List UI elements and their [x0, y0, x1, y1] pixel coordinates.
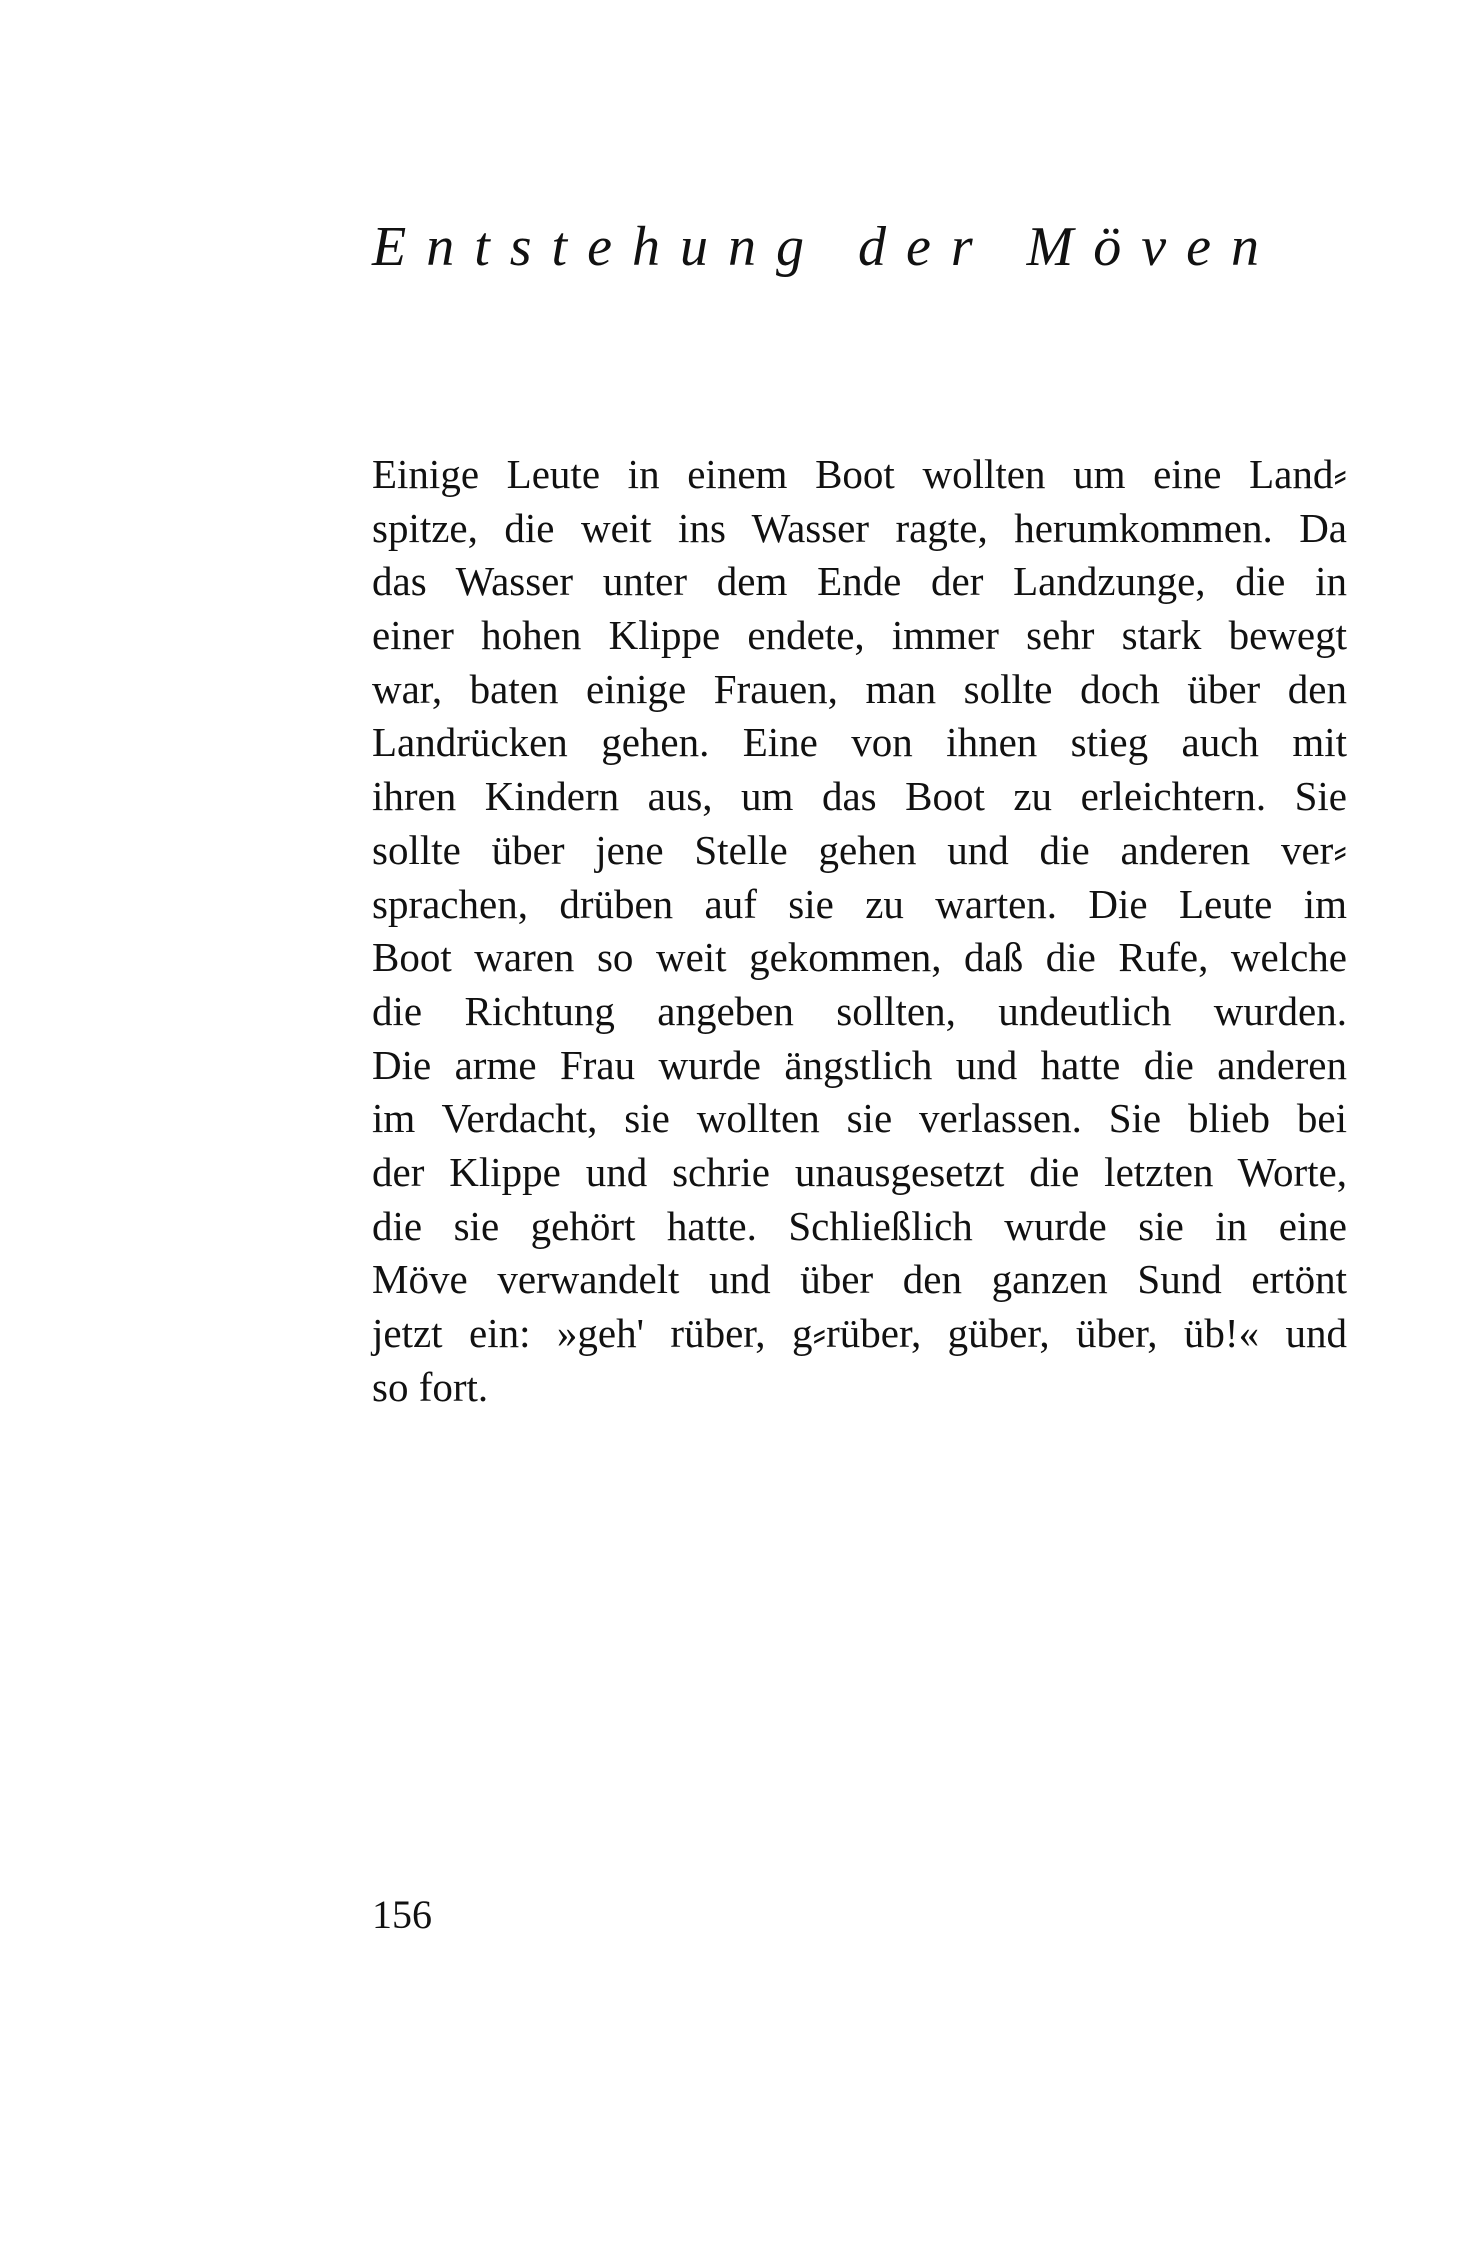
body-line: die sie gehört hatte. Schließlich wurde sie in eine: [372, 1202, 1347, 1249]
body-line: im Verdacht, sie wollten sie verlassen. Sie blieb bei: [372, 1095, 1347, 1142]
body-line: das Wasser unter dem Ende der Landzunge, die in: [372, 558, 1347, 605]
page-number: 156: [372, 1892, 432, 1937]
body-line: Landrücken gehen. Eine von ihnen stieg auch mit: [372, 719, 1347, 766]
body-line: so fort.: [372, 1363, 489, 1410]
body-line: einer hohen Klippe endete, immer sehr stark bewegt: [372, 612, 1347, 659]
body-line: Die arme Frau wurde ängstlich und hatte die anderen: [372, 1041, 1347, 1088]
body-line: ihren Kindern aus, um das Boot zu erleichtern. Sie: [372, 773, 1347, 820]
body-line: sollte über jene Stelle gehen und die anderen ver⸗: [372, 826, 1347, 873]
body-line: spitze, die weit ins Wasser ragte, herumkommen. Da: [372, 504, 1347, 551]
body-line: war, baten einige Frauen, man sollte doch über den: [372, 665, 1347, 712]
body-line: Boot waren so weit gekommen, daß die Rufe, welche: [372, 934, 1347, 981]
body-line: der Klippe und schrie unausgesetzt die letzten Worte,: [372, 1148, 1347, 1195]
body-text: [372, 448, 1347, 1414]
body-line: die Richtung angeben sollten, undeutlich wurden.: [372, 987, 1347, 1034]
body-line: sprachen, drüben auf sie zu warten. Die Leute im: [372, 880, 1347, 927]
body-line: Einige Leute in einem Boot wollten um eine Land⸗: [372, 451, 1347, 497]
chapter-title: Entstehung der Möven: [372, 216, 1279, 278]
body-line: Möve verwandelt und über den ganzen Sund ertönt: [372, 1256, 1347, 1303]
body-line: jetzt ein: »geh' rüber, g⸗rüber, güber, über, üb!« und: [372, 1310, 1347, 1356]
